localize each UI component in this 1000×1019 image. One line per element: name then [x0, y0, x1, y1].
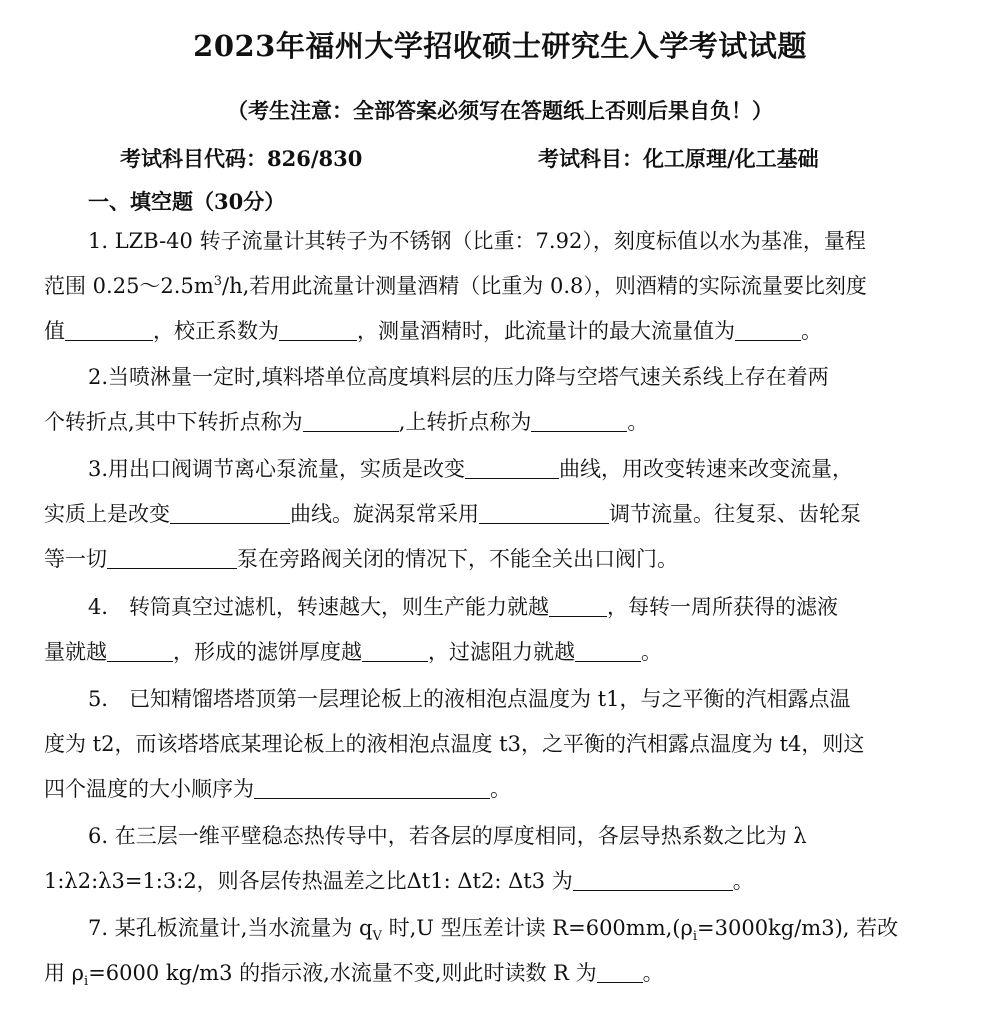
q7-line1: 7. 某孔板流量计,当水流量为 $q_V$ 时,U 型压差计读 $R=600mm,(\rho_i=3000kg/m3)$, 若改 — [88, 916, 899, 945]
q5-line3: 四个温度的大小顺序为 。 — [44, 777, 511, 801]
subject-name: 考试科目：化工原理/化工基础 — [538, 146, 819, 171]
answer-blank — [65, 320, 153, 341]
q3-line2: 实质上是改变 曲线。旋涡泵常采用 调节流量。往复泵、齿轮泵 — [44, 502, 861, 526]
q1-line1: 1. LZB-40 转子流量计其转子为不锈钢（比重：7.92），刻度标值以水为基准，量程 — [88, 229, 866, 253]
q4-line2: 量就越 ，形成的滤饼厚度越 ，过滤阻力就越 。 — [44, 640, 662, 664]
answer-blank — [549, 596, 607, 617]
q3-line1: 3.用出口阀调节离心泵流量，实质是改变 曲线，用改变转速来改变流量， — [88, 457, 854, 481]
answer-blank — [279, 320, 357, 341]
q5-line2: 度为 t2，而该塔塔底某理论板上的液相泡点温度 t3，之平衡的汽相露点温度为 t4，则这 — [44, 732, 865, 756]
answer-blank — [465, 458, 559, 479]
q2-line2: 个转折点,其中下转折点称为 ,上转折点称为 。 — [44, 410, 649, 434]
answer-blank — [170, 503, 290, 524]
answer-blank — [303, 411, 399, 432]
exam-notice: （考生注意：全部答案必须写在答题纸上否则后果自负！） — [227, 98, 773, 123]
answer-blank — [735, 320, 801, 341]
q7-line2: 用 $\rho_i=6000$ kg/m3 的指示液,水流量不变,则此时读数 R 为 。 — [44, 961, 664, 990]
q1-line3: 值 ，校正系数为 ，测量酒精时，此流量计的最大流量值为 。 — [44, 319, 822, 343]
section-heading: 一、填空题（30分） — [88, 189, 286, 214]
answer-blank — [107, 548, 237, 569]
q1-line2: 范围 $0.25\sim 2.5m^3/h$,若用此流量计测量酒精（比重为 0.8），则酒精的实际流量要比刻度 — [44, 274, 867, 298]
q2-line1: 2.当喷淋量一定时,填料塔单位高度填料层的压力降与空塔气速关系线上存在着两 — [88, 365, 829, 389]
q6-line1: 6. 在三层一维平壁稳态热传导中，若各层的厚度相同，各层导热系数之比为 λ — [88, 824, 807, 848]
answer-blank — [107, 641, 173, 662]
q4-line1: 4． 转筒真空过滤机，转速越大，则生产能力就越 ，每转一周所获得的滤液 — [88, 595, 839, 619]
answer-blank — [597, 962, 643, 983]
answer-blank — [573, 870, 733, 891]
page-title: 2023年福州大学招收硕士研究生入学考试试题 — [193, 29, 807, 63]
answer-blank — [479, 503, 609, 524]
q6-line2: 1:λ2:λ3=1:3:2，则各层传热温差之比Δt1: Δt2: Δt3 为 。 — [44, 869, 754, 893]
q5-line1: 5． 已知精馏塔塔顶第一层理论板上的液相泡点温度为 t1，与之平衡的汽相露点温 — [88, 687, 851, 711]
answer-blank — [531, 411, 627, 432]
answer-blank — [362, 641, 428, 662]
answer-blank — [254, 778, 490, 799]
q3-line3: 等一切 泵在旁路阀关闭的情况下，不能全关出口阀门。 — [44, 547, 678, 571]
subject-code: 考试科目代码：826/830 — [120, 146, 363, 171]
answer-blank — [575, 641, 641, 662]
